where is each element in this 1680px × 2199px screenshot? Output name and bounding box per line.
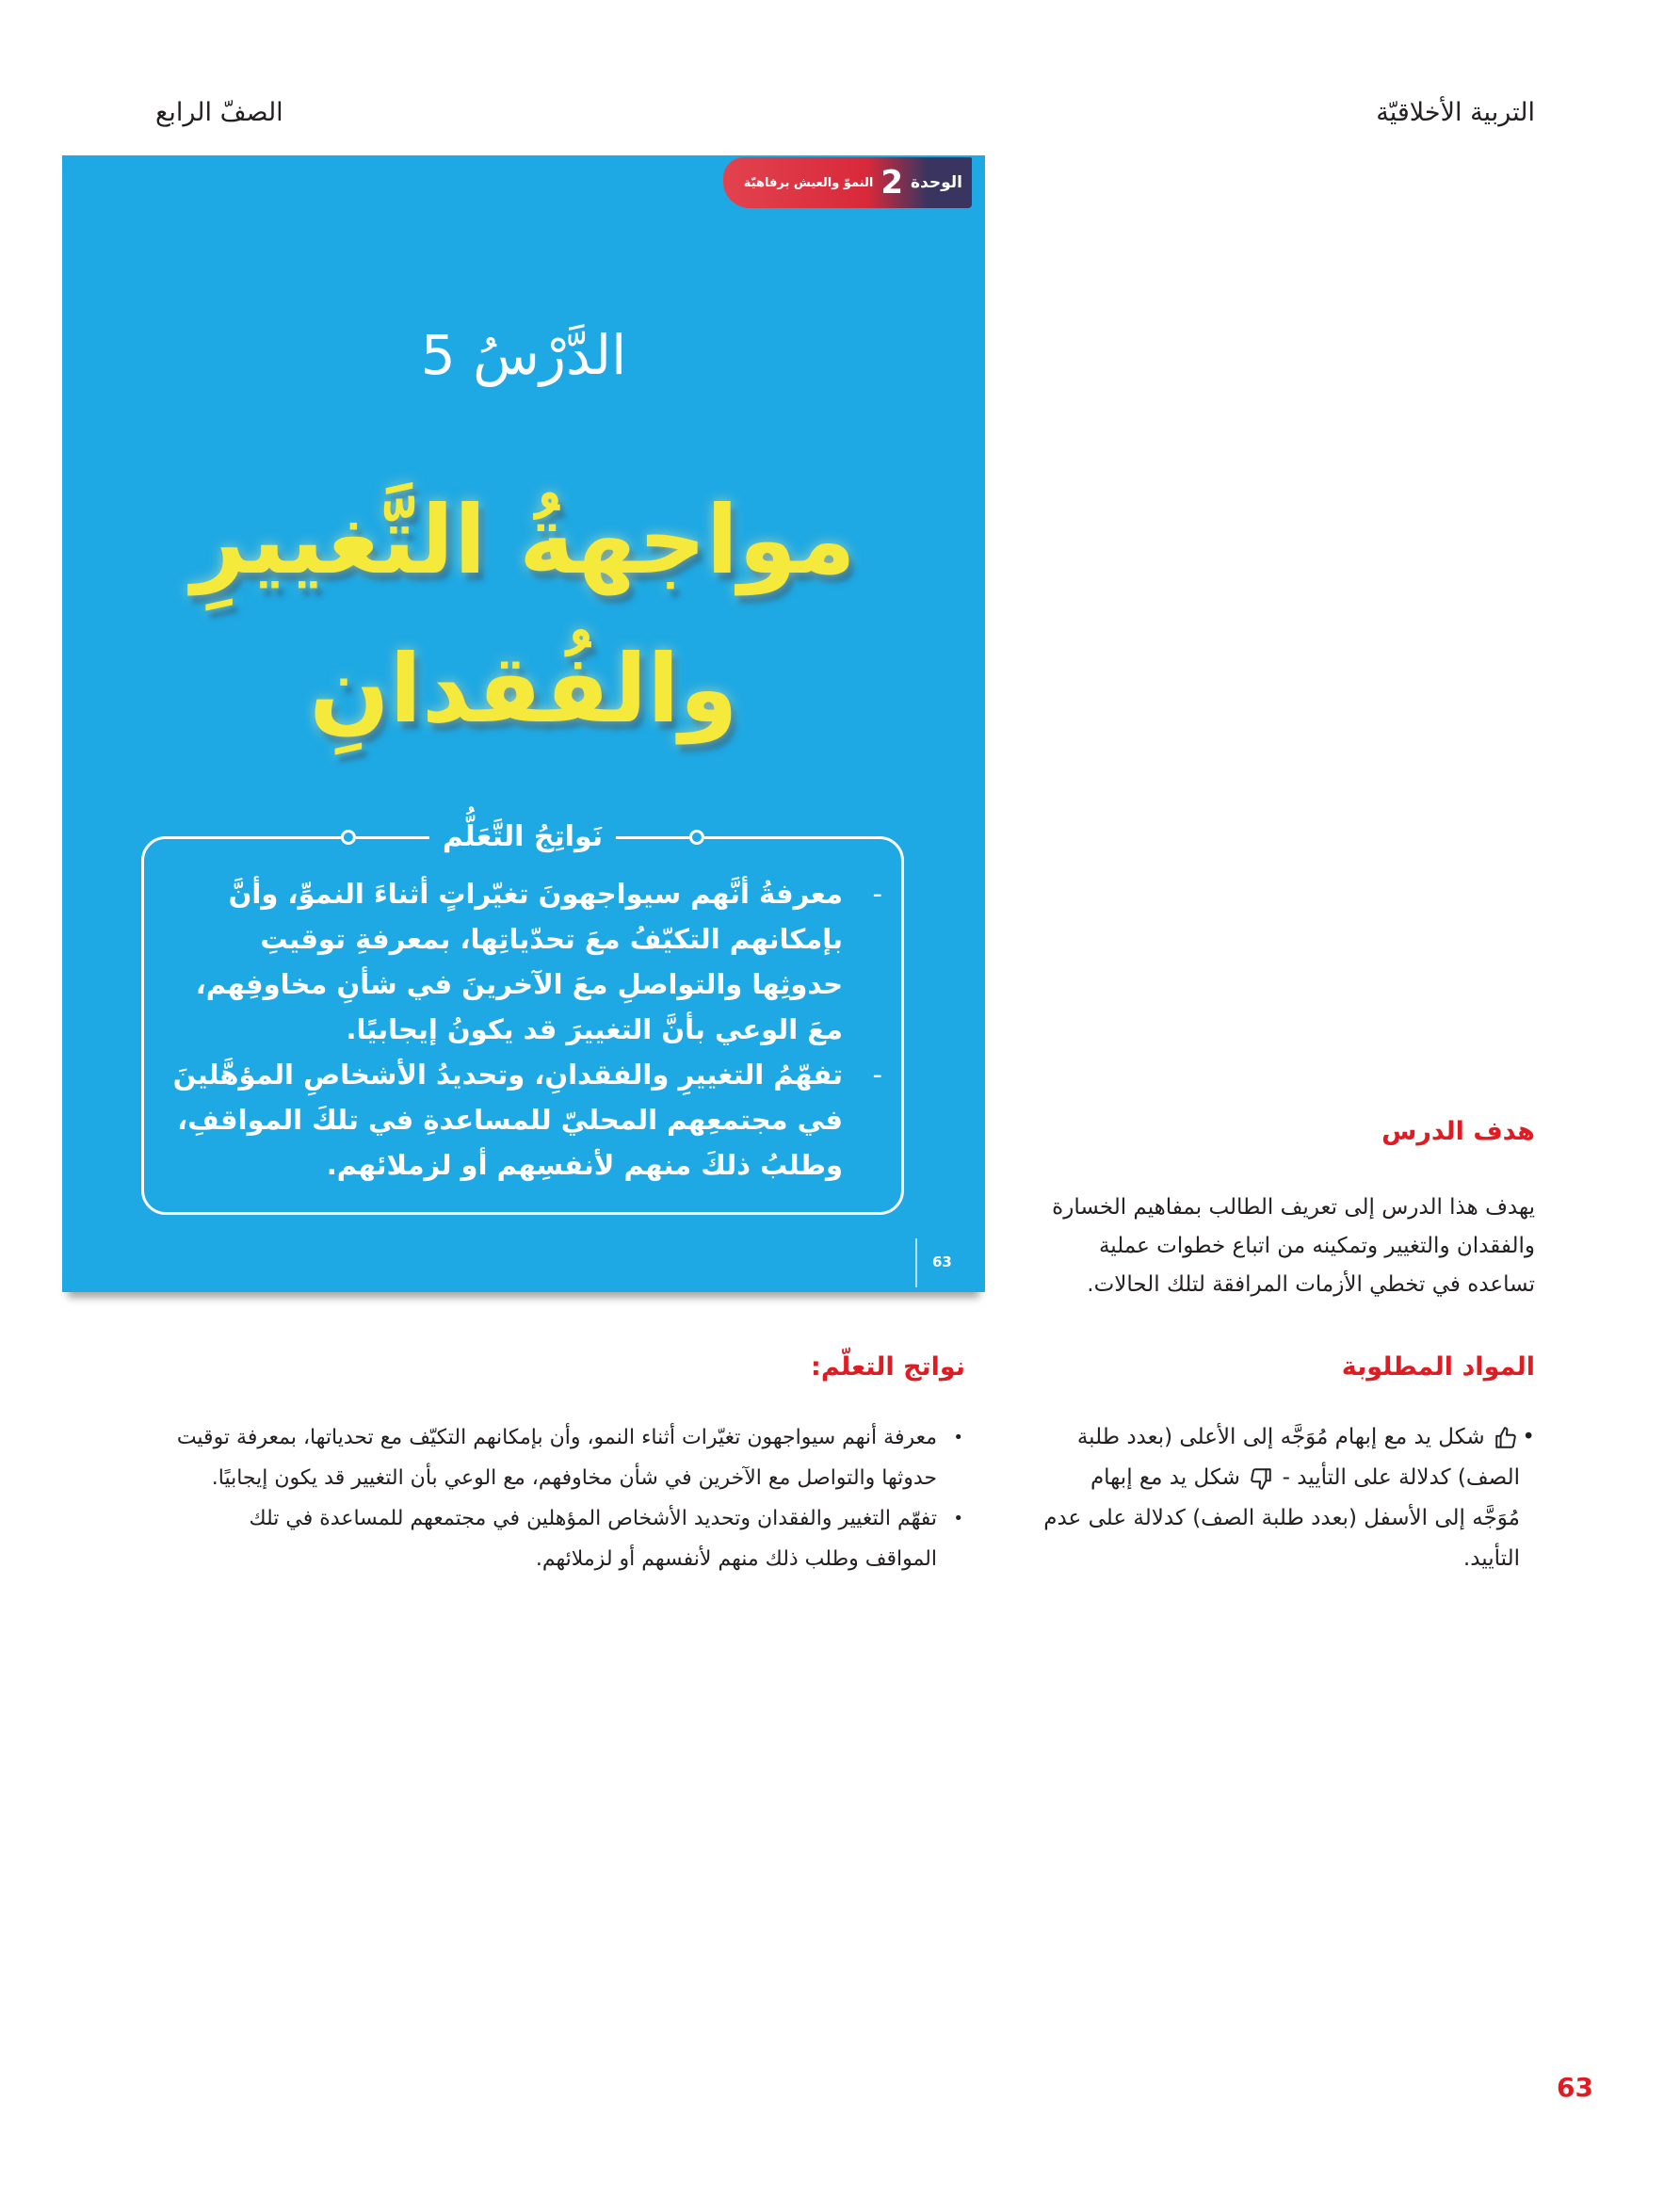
lesson-number-label: الدَّرْسُ 5	[420, 323, 627, 387]
page-number: 63	[1557, 2072, 1593, 2103]
lesson-cover-panel	[62, 155, 985, 1292]
subject-title: التربية الأخلاقيّة	[1376, 98, 1535, 127]
lesson-title-line-1: مواجهةُ التَّغييرِ	[191, 485, 856, 595]
learning-outcome-item: - معرفةُ أنَّهم سيواجهونَ تغيّراتٍ أثناءَ النموِّ، وأنَّ بإمكانهم التكيّفُ معَ تحدّياتِها، بمعرفةِ توقيتِ حدوثِها والتواصلِ معَ الآخرينَ في شأنِ مخاوفِهم، معَ الوعي بأنَّ التغييرَ قد يكونُ إيجابيًا.	[169, 871, 901, 1052]
lesson-goal-text: يهدف هذا الدرس إلى تعريف الطالب بمفاهيم الخسارة والفقدان والتغيير وتمكينه من اتباع خطوات عملية تساعده في تخطي الأزمات المرافقة لتلك الحالات.	[1052, 1195, 1535, 1297]
unit-title: النموّ والعيش برفاهيّة	[743, 175, 874, 190]
thumbs-down-icon	[1249, 1466, 1273, 1491]
learning-outcomes-heading: نواتج التعلّم:	[811, 1352, 965, 1382]
cover-page-number: 63	[932, 1253, 952, 1270]
materials-list-item	[1038, 1417, 1535, 1579]
learning-outcomes-list	[174, 1417, 965, 1579]
grade-label: الصفّ الرابع	[155, 98, 283, 127]
learning-outcomes-box-heading: نَواتِجُ التَّعَلُّم	[442, 820, 604, 853]
learning-outcome-item: - تفهّمُ التغييرِ والفقدانِ، وتحديدُ الأشخاصِ المؤهَّلينَ في مجتمعِهم المحليّ للمساعدةِ في تلكَ المواقفِ، وطلبُ ذلكَ منهم لأنفسِهم أو لزملائهم.	[169, 1052, 901, 1188]
list-item: • تفهّم التغيير والفقدان وتحديد الأشخاص المؤهلين في مجتمعهم للمساعدة في تلك المواقف وطلب ذلك منهم لأنفسهم أو لزملائهم.	[174, 1498, 965, 1579]
learning-outcomes-box	[141, 820, 904, 1215]
thumbs-up-icon	[1494, 1426, 1518, 1450]
decorative-dot	[689, 830, 704, 845]
materials-disapprove-text: شكل يد مع إبهام مُوَجَّه إلى الأسفل (بعدد طلبة الصف) كدلالة على عدم التأييد.	[1043, 1465, 1520, 1571]
lesson-goal-heading: هدف الدرس	[1381, 1117, 1535, 1146]
unit-number: 2	[880, 164, 904, 202]
lesson-title	[62, 466, 985, 764]
lesson-title-line-2: والفُقدانِ	[309, 634, 738, 744]
unit-banner	[723, 157, 972, 208]
decorative-line	[616, 836, 689, 839]
page-number-divider	[915, 1238, 917, 1287]
unit-label: الوحدة	[911, 173, 962, 192]
decorative-line	[356, 836, 429, 839]
materials-approve-text: شكل يد مع إبهام مُوَجَّه إلى الأعلى (بعدد طلبة الصف) كدلالة على التأييد -	[1076, 1425, 1520, 1490]
learning-outcomes-box-title	[341, 817, 704, 858]
decorative-dot	[341, 830, 356, 845]
list-item: • معرفة أنهم سيواجهون تغيّرات أثناء النمو، وأن بإمكانهم التكيّف مع تحدياتها، بمعرفة توقيت حدوثها والتواصل مع الآخرين في شأن مخاوفهم، مع الوعي بأن التغيير قد يكون إيجابيًا.	[174, 1417, 965, 1498]
materials-heading: المواد المطلوبة	[1341, 1352, 1535, 1382]
